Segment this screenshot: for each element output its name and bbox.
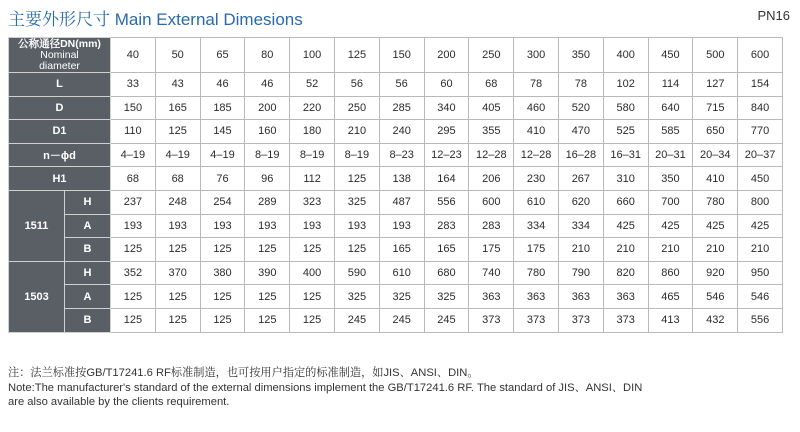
- table-cell: 230: [514, 167, 559, 191]
- table-cell: 525: [603, 120, 648, 144]
- table-cell: 125: [290, 285, 335, 309]
- table-cell: 125: [245, 285, 290, 309]
- table-cell: 620: [558, 190, 603, 214]
- table-cell: 425: [693, 214, 738, 238]
- table-cell: 160: [245, 120, 290, 144]
- table-cell: 240: [379, 120, 424, 144]
- table-cell: 285: [379, 96, 424, 120]
- header-row: [9, 38, 783, 73]
- table-cell: 250: [334, 96, 379, 120]
- table-cell: 210: [648, 238, 693, 262]
- table-cell: 400: [290, 261, 335, 285]
- table-cell: 325: [424, 285, 469, 309]
- table-cell: 425: [648, 214, 693, 238]
- table-cell: 289: [245, 190, 290, 214]
- table-cell: 8–23: [379, 143, 424, 167]
- table-cell: 52: [290, 73, 335, 97]
- table-cell: 355: [469, 120, 514, 144]
- table-cell: 390: [245, 261, 290, 285]
- table-cell: 237: [111, 190, 156, 214]
- table-cell: 580: [603, 96, 648, 120]
- table-cell: 96: [245, 167, 290, 191]
- row-label: H1: [9, 167, 111, 191]
- table-cell: 715: [693, 96, 738, 120]
- table-cell: 660: [603, 190, 648, 214]
- row-label: B: [65, 308, 111, 332]
- table-cell: 410: [693, 167, 738, 191]
- table-cell: 546: [693, 285, 738, 309]
- table-cell: 950: [738, 261, 783, 285]
- table-cell: 200: [245, 96, 290, 120]
- table-cell: 245: [424, 308, 469, 332]
- table-cell: 780: [514, 261, 559, 285]
- table-cell: 840: [738, 96, 783, 120]
- table-cell: 740: [469, 261, 514, 285]
- dn-value: 350: [558, 38, 603, 73]
- table-cell: 110: [111, 120, 156, 144]
- table-cell: 432: [693, 308, 738, 332]
- header-label-en-2: diameter: [39, 60, 80, 72]
- table-cell: 16–28: [558, 143, 603, 167]
- table-row: [9, 308, 783, 332]
- table-row: [9, 73, 783, 97]
- table-cell: 175: [514, 238, 559, 262]
- table-cell: 112: [290, 167, 335, 191]
- table-cell: 165: [424, 238, 469, 262]
- table-cell: 125: [155, 308, 200, 332]
- row-label: n－ϕd: [9, 143, 111, 167]
- table-cell: 206: [469, 167, 514, 191]
- table-cell: 125: [200, 238, 245, 262]
- table-cell: 410: [514, 120, 559, 144]
- dn-value: 450: [648, 38, 693, 73]
- note-en-1: Note:The manufacturer's standard of the external dimensions implement the GB/T17241.6 RF. The standard of JIS、ANSI、DIN: [8, 381, 643, 394]
- table-cell: 193: [155, 214, 200, 238]
- table-cell: 185: [200, 96, 245, 120]
- dn-value: 400: [603, 38, 648, 73]
- table-cell: 450: [738, 167, 783, 191]
- table-cell: 102: [603, 73, 648, 97]
- table-cell: 546: [738, 285, 783, 309]
- table-cell: 245: [334, 308, 379, 332]
- model-label: 1511: [9, 190, 65, 261]
- dn-value: 300: [514, 38, 559, 73]
- table-cell: 125: [111, 285, 156, 309]
- table-cell: 210: [558, 238, 603, 262]
- table-cell: 46: [200, 73, 245, 97]
- dn-value: 200: [424, 38, 469, 73]
- table-cell: 267: [558, 167, 603, 191]
- table-cell: 590: [334, 261, 379, 285]
- table-cell: 43: [155, 73, 200, 97]
- dn-value: 125: [334, 38, 379, 73]
- table-cell: 370: [155, 261, 200, 285]
- note-en-2: are also available by the clients requirement.: [8, 396, 230, 408]
- table-cell: 76: [200, 167, 245, 191]
- table-cell: 373: [603, 308, 648, 332]
- table-row: [9, 285, 783, 309]
- table-cell: 4–19: [111, 143, 156, 167]
- table-cell: 125: [200, 285, 245, 309]
- dn-value: 500: [693, 38, 738, 73]
- header-label-cn: 公称通径DN(mm): [18, 38, 101, 50]
- table-cell: 125: [334, 167, 379, 191]
- table-cell: 68: [111, 167, 156, 191]
- table-cell: 600: [469, 190, 514, 214]
- table-cell: 425: [603, 214, 648, 238]
- model-label: 1503: [9, 261, 65, 332]
- table-cell: 210: [603, 238, 648, 262]
- table-cell: 125: [334, 238, 379, 262]
- table-cell: 210: [693, 238, 738, 262]
- table-cell: 295: [424, 120, 469, 144]
- table-cell: 193: [379, 214, 424, 238]
- table-cell: 165: [379, 238, 424, 262]
- dimensions-table: [8, 37, 783, 333]
- table-cell: 46: [245, 73, 290, 97]
- table-cell: 405: [469, 96, 514, 120]
- row-label: B: [65, 238, 111, 262]
- table-cell: 125: [155, 238, 200, 262]
- table-cell: 245: [379, 308, 424, 332]
- header-label-en-1: Nominal: [40, 49, 79, 61]
- table-cell: 193: [200, 214, 245, 238]
- table-cell: 325: [379, 285, 424, 309]
- table-cell: 363: [469, 285, 514, 309]
- table-cell: 164: [424, 167, 469, 191]
- dn-value: 250: [469, 38, 514, 73]
- table-cell: 470: [558, 120, 603, 144]
- table-cell: 283: [469, 214, 514, 238]
- table-cell: 193: [334, 214, 379, 238]
- dn-value: 65: [200, 38, 245, 73]
- dn-value: 150: [379, 38, 424, 73]
- table-row: [9, 238, 783, 262]
- table-cell: 33: [111, 73, 156, 97]
- table-cell: 12–28: [514, 143, 559, 167]
- table-cell: 780: [693, 190, 738, 214]
- table-cell: 520: [558, 96, 603, 120]
- table-cell: 380: [200, 261, 245, 285]
- table-cell: 125: [155, 120, 200, 144]
- row-label: D: [9, 96, 111, 120]
- table-cell: 325: [334, 190, 379, 214]
- table-cell: 193: [245, 214, 290, 238]
- table-cell: 20–31: [648, 143, 693, 167]
- table-cell: 373: [558, 308, 603, 332]
- table-cell: 556: [424, 190, 469, 214]
- table-cell: 413: [648, 308, 693, 332]
- dn-value: 100: [290, 38, 335, 73]
- table-cell: 78: [558, 73, 603, 97]
- table-cell: 210: [738, 238, 783, 262]
- table-cell: 20–34: [693, 143, 738, 167]
- table-cell: 334: [514, 214, 559, 238]
- table-row: [9, 190, 783, 214]
- table-row: [9, 120, 783, 144]
- table-cell: 16–31: [603, 143, 648, 167]
- table-cell: 56: [334, 73, 379, 97]
- table-cell: 556: [738, 308, 783, 332]
- table-cell: 68: [469, 73, 514, 97]
- table-cell: 920: [693, 261, 738, 285]
- table-cell: 340: [424, 96, 469, 120]
- table-cell: 860: [648, 261, 693, 285]
- row-label: H: [65, 261, 111, 285]
- table-cell: 68: [155, 167, 200, 191]
- table-cell: 770: [738, 120, 783, 144]
- table-cell: 310: [603, 167, 648, 191]
- table-cell: 12–28: [469, 143, 514, 167]
- table-cell: 700: [648, 190, 693, 214]
- table-cell: 8–19: [245, 143, 290, 167]
- nominal-diameter-header: [9, 38, 111, 73]
- table-cell: 465: [648, 285, 693, 309]
- table-cell: 60: [424, 73, 469, 97]
- table-cell: 373: [514, 308, 559, 332]
- table-cell: 425: [738, 214, 783, 238]
- table-cell: 56: [379, 73, 424, 97]
- notes: [8, 366, 788, 410]
- table-cell: 125: [245, 238, 290, 262]
- table-cell: 193: [111, 214, 156, 238]
- table-cell: 4–19: [200, 143, 245, 167]
- row-label: A: [65, 214, 111, 238]
- table-cell: 125: [290, 238, 335, 262]
- table-cell: 585: [648, 120, 693, 144]
- table-cell: 610: [514, 190, 559, 214]
- table-cell: 125: [155, 285, 200, 309]
- page-title: 主要外形尺寸 Main External Dimesions: [8, 10, 303, 29]
- row-label: D1: [9, 120, 111, 144]
- table-cell: 334: [558, 214, 603, 238]
- table-row: [9, 214, 783, 238]
- table-cell: 125: [111, 238, 156, 262]
- dn-value: 600: [738, 38, 783, 73]
- table-cell: 138: [379, 167, 424, 191]
- dn-value: 40: [111, 38, 156, 73]
- table-cell: 487: [379, 190, 424, 214]
- table-cell: 78: [514, 73, 559, 97]
- table-cell: 800: [738, 190, 783, 214]
- pressure-rating: PN16: [757, 8, 790, 23]
- dn-value: 80: [245, 38, 290, 73]
- table-cell: 680: [424, 261, 469, 285]
- table-cell: 165: [155, 96, 200, 120]
- dn-value: 50: [155, 38, 200, 73]
- row-label: H: [65, 190, 111, 214]
- table-cell: 363: [603, 285, 648, 309]
- table-cell: 125: [111, 308, 156, 332]
- table-cell: 323: [290, 190, 335, 214]
- table-cell: 610: [379, 261, 424, 285]
- table-cell: 820: [603, 261, 648, 285]
- table-row: [9, 261, 783, 285]
- table-cell: 180: [290, 120, 335, 144]
- table-row: [9, 167, 783, 191]
- table-row: [9, 143, 783, 167]
- table-cell: 12–23: [424, 143, 469, 167]
- table-cell: 125: [290, 308, 335, 332]
- table-cell: 325: [334, 285, 379, 309]
- table-row: [9, 96, 783, 120]
- table-cell: 127: [693, 73, 738, 97]
- table-cell: 145: [200, 120, 245, 144]
- table-cell: 373: [469, 308, 514, 332]
- table-cell: 150: [111, 96, 156, 120]
- table-cell: 175: [469, 238, 514, 262]
- table-cell: 363: [558, 285, 603, 309]
- table-cell: 283: [424, 214, 469, 238]
- row-label: A: [65, 285, 111, 309]
- table-cell: 790: [558, 261, 603, 285]
- table-cell: 125: [200, 308, 245, 332]
- table-cell: 650: [693, 120, 738, 144]
- table-cell: 350: [648, 167, 693, 191]
- table-cell: 363: [514, 285, 559, 309]
- table-cell: 4–19: [155, 143, 200, 167]
- table-cell: 210: [334, 120, 379, 144]
- table-cell: 460: [514, 96, 559, 120]
- table-cell: 248: [155, 190, 200, 214]
- table-cell: 254: [200, 190, 245, 214]
- table-cell: 20–37: [738, 143, 783, 167]
- table-cell: 125: [245, 308, 290, 332]
- table-cell: 640: [648, 96, 693, 120]
- table-cell: 193: [290, 214, 335, 238]
- table-cell: 352: [111, 261, 156, 285]
- note-cn: 注：法兰标准按GB/T17241.6 RF标准制造，也可按用户指定的标准制造，如JIS、ANSI、DIN。: [8, 367, 479, 379]
- table-cell: 154: [738, 73, 783, 97]
- table-cell: 114: [648, 73, 693, 97]
- row-label: L: [9, 73, 111, 97]
- table-cell: 220: [290, 96, 335, 120]
- table-cell: 8–19: [290, 143, 335, 167]
- table-cell: 8–19: [334, 143, 379, 167]
